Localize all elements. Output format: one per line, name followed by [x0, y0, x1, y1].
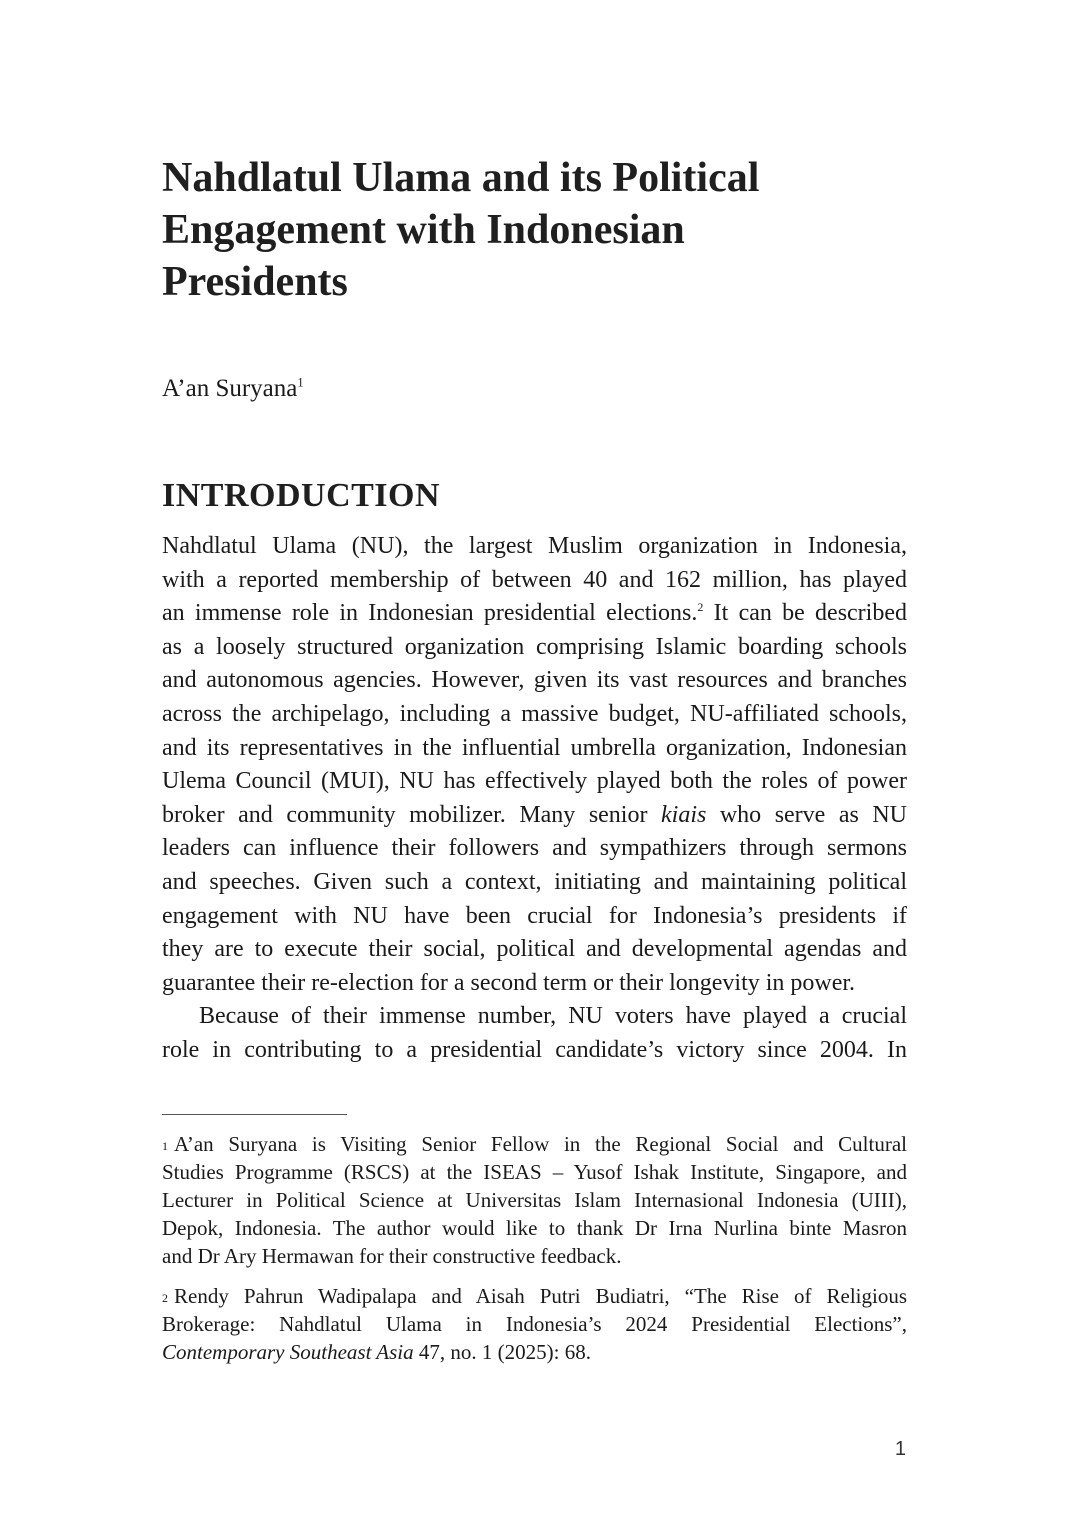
body-line: broker and community mobilizer. Many senior kiais who serve as NU	[162, 801, 908, 828]
footnote-1	[162, 1130, 907, 1270]
footnote-divider	[162, 1114, 347, 1115]
body-line: Nahdlatul Ulama (NU), the largest Muslim organization in Indonesia,	[162, 533, 907, 559]
body-line: leaders can influence their followers and sympathizers through sermons	[162, 835, 907, 862]
body-line: and autonomous agencies. However, given its vast resources and branches	[162, 667, 907, 694]
journal-title: Contemporary Southeast Asia	[162, 1340, 414, 1364]
body-line: Because of their immense number, NU voters have played a crucial	[199, 1003, 907, 1030]
footnote-line: Contemporary Southeast Asia 47, no. 1 (2025): 68.	[162, 1340, 591, 1364]
footnote-line: Lecturer in Political Science at Universitas Islam Internasional Indonesia (UIII),	[162, 1188, 907, 1212]
body-footnote-ref[interactable]: 2	[697, 600, 704, 615]
chapter-title	[162, 152, 922, 308]
body-line: they are to execute their social, political and developmental agendas and	[162, 936, 907, 963]
body-line: role in contributing to a presidential candidate’s victory since 2004. In	[162, 1036, 907, 1063]
page-number: 1	[894, 1438, 906, 1460]
footnote-line: $^1$ A’an Suryana is Visiting Senior Fellow in the Regional Social and Cultural	[162, 1132, 907, 1156]
footnote-line: and Dr Ary Hermawan for their constructive feedback.	[162, 1244, 622, 1268]
author-byline	[162, 372, 304, 406]
footnote-line: Depok, Indonesia. The author would like to thank Dr Irna Nurlina binte Masron	[162, 1216, 907, 1240]
footnote-2	[162, 1282, 907, 1366]
body-line: engagement with NU have been crucial for Indonesia’s presidents if	[162, 902, 907, 929]
footnote-number: 2	[162, 1291, 168, 1305]
footnotes	[162, 1130, 907, 1378]
footnote-number: 1	[162, 1139, 168, 1153]
footnote-line: Studies Programme (RSCS) at the ISEAS – Yusof Ishak Institute, Singapore, and	[162, 1160, 907, 1184]
body-text	[162, 530, 907, 1068]
title-line: Presidents	[162, 259, 348, 305]
body-line: an immense role in Indonesian presidential elections.$^2$ It can be described	[162, 600, 907, 627]
body-line: and its representatives in the influential umbrella organization, Indonesian	[162, 734, 907, 761]
title-line: Engagement with Indonesian	[162, 207, 685, 253]
body-line: guarantee their re-election for a second term or their longevity in power.	[162, 969, 856, 996]
body-line: and speeches. Given such a context, initiating and maintaining political	[162, 868, 907, 895]
title-line: Nahdlatul Ulama and its Political	[162, 155, 760, 201]
italic-term: kiais	[661, 801, 707, 828]
body-line: with a reported membership of between 40 and 162 million, has played	[162, 566, 907, 593]
body-line: across the archipelago, including a massive budget, NU-affiliated schools,	[162, 700, 907, 727]
author-footnote-ref[interactable]: 1	[297, 375, 304, 390]
footnote-line: $^2$ Rendy Pahrun Wadipalapa and Aisah Putri Budiatri, “The Rise of Religious	[162, 1284, 907, 1308]
footnote-line: Brokerage: Nahdlatul Ulama in Indonesia’s 2024 Presidential Elections”,	[162, 1312, 907, 1336]
body-line: as a loosely structured organization comprising Islamic boarding schools	[162, 633, 907, 660]
section-heading: INTRODUCTION	[162, 477, 441, 514]
author-name: A’an Suryana	[162, 375, 298, 402]
body-line: Ulema Council (MUI), NU has effectively played both the roles of power	[162, 768, 907, 795]
